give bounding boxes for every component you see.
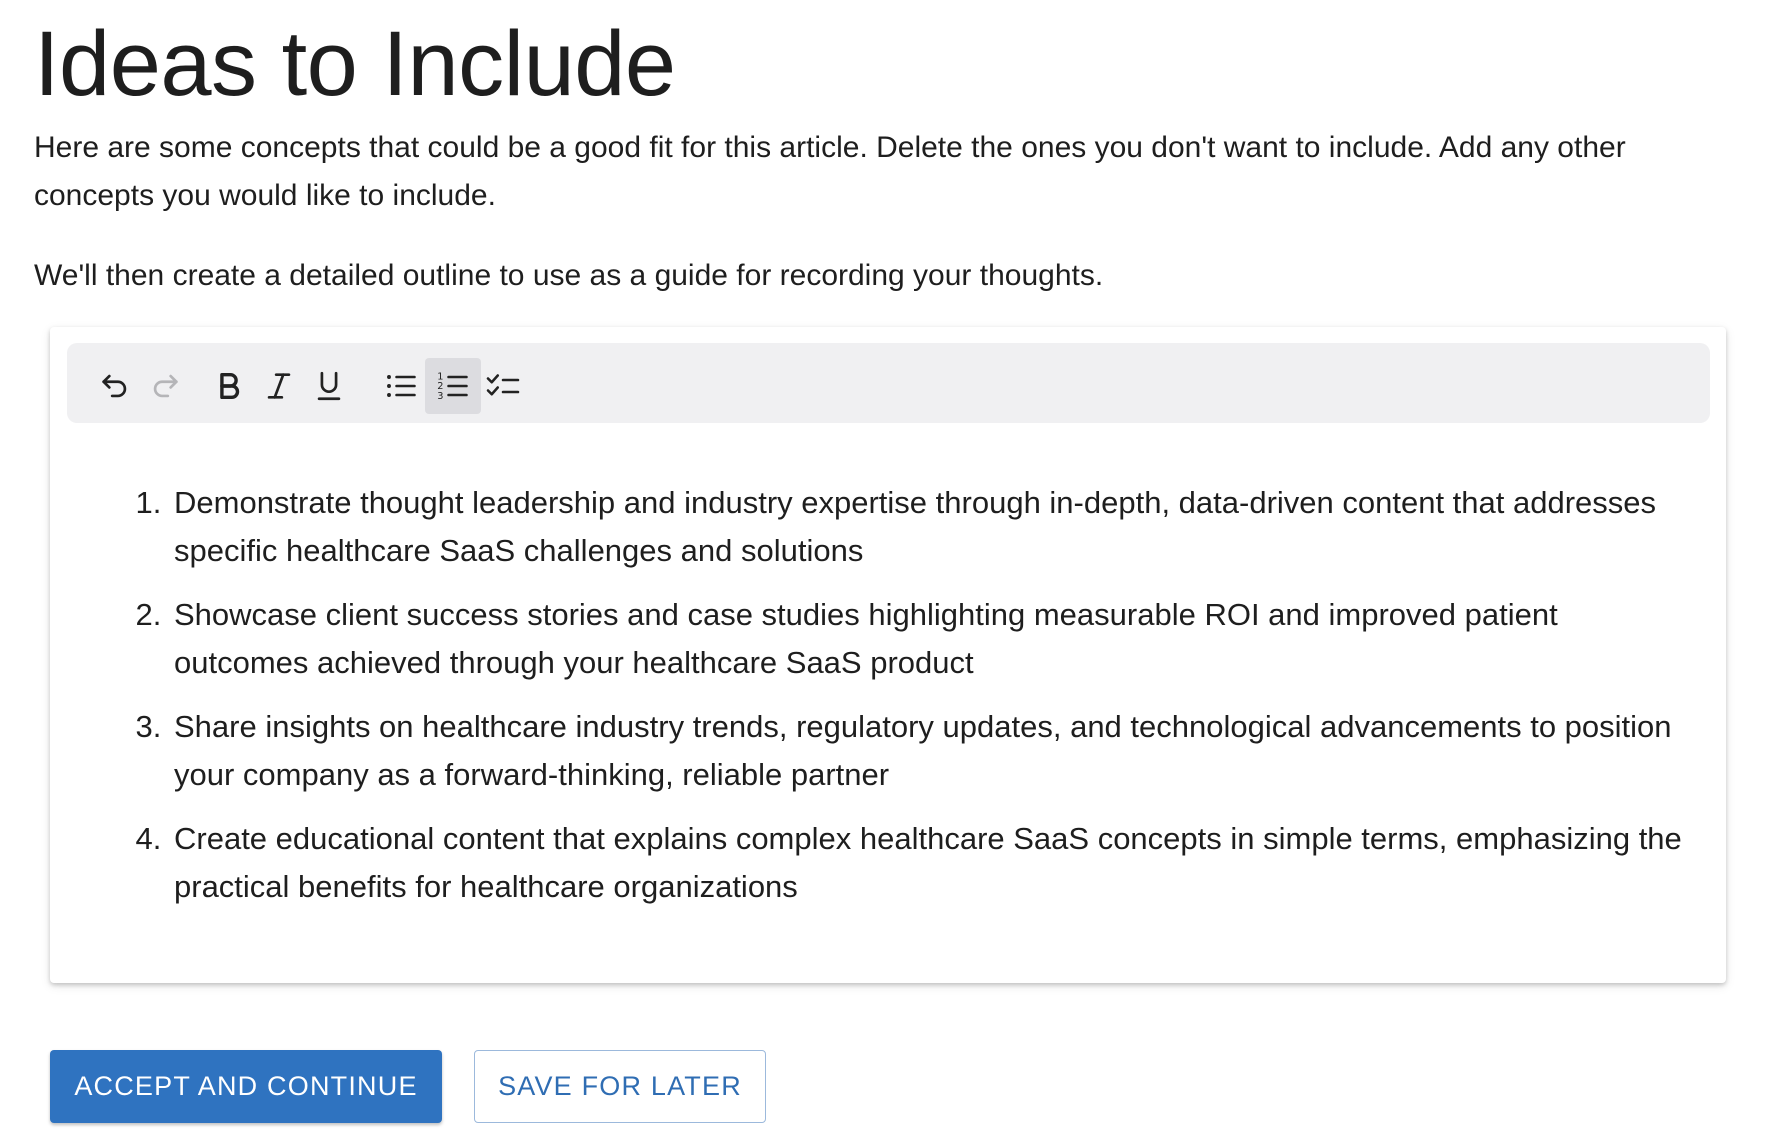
rich-text-editor — [50, 327, 1726, 983]
svg-text:3: 3 — [437, 390, 444, 402]
numbered-list-button[interactable] — [425, 358, 481, 414]
page-title: Ideas to Include — [34, 13, 676, 115]
svg-text:1: 1 — [437, 371, 444, 383]
bold-icon — [212, 369, 246, 403]
list-item[interactable]: 4. Create educational content that explains complex healthcare SaaS concepts in simple terms, emphasizing the practical benefits for healthcare organizations — [170, 815, 1686, 911]
svg-text:2: 2 — [437, 381, 444, 392]
intro-text: Here are some concepts that could be a good fit for this article. Delete the ones you don't want to include. Add any other concepts you would like to include. — [34, 131, 1626, 212]
intro-secondary-text: We'll then create a detailed outline to use as a guide for recording your thoughts. — [34, 259, 1104, 292]
accept-and-continue-button[interactable]: ACCEPT AND CONTINUE — [50, 1050, 442, 1123]
bold-button[interactable] — [201, 358, 257, 414]
underline-button[interactable] — [301, 358, 357, 414]
checklist-icon — [485, 368, 521, 404]
italic-button[interactable] — [251, 358, 307, 414]
underline-icon — [312, 369, 346, 403]
list-item[interactable]: 3. Share insights on healthcare industry trends, regulatory updates, and technological advancements to position your company as a forward-thinking, reliable partner — [170, 703, 1686, 799]
save-for-later-button[interactable]: SAVE FOR LATER — [474, 1050, 766, 1123]
checklist-button[interactable] — [475, 358, 531, 414]
ideas-list — [50, 479, 1726, 911]
numbered-list-icon — [435, 368, 471, 404]
editor-toolbar — [67, 343, 1710, 423]
undo-button[interactable] — [87, 358, 143, 414]
redo-button[interactable] — [137, 358, 193, 414]
list-item[interactable]: 1. Demonstrate thought leadership and industry expertise through in-depth, data-driven content that addresses specific healthcare SaaS challenges and solutions — [170, 479, 1686, 575]
list-item[interactable]: 2. Showcase client success stories and case studies highlighting measurable ROI and improved patient outcomes achieved through your healthcare SaaS product — [170, 591, 1686, 687]
bullet-list-icon — [383, 368, 419, 404]
page-content — [34, 0, 1734, 300]
undo-icon — [98, 369, 132, 403]
bullet-list-button[interactable] — [373, 358, 429, 414]
editor-content[interactable] — [50, 479, 1726, 927]
redo-icon — [148, 369, 182, 403]
italic-icon — [262, 369, 296, 403]
